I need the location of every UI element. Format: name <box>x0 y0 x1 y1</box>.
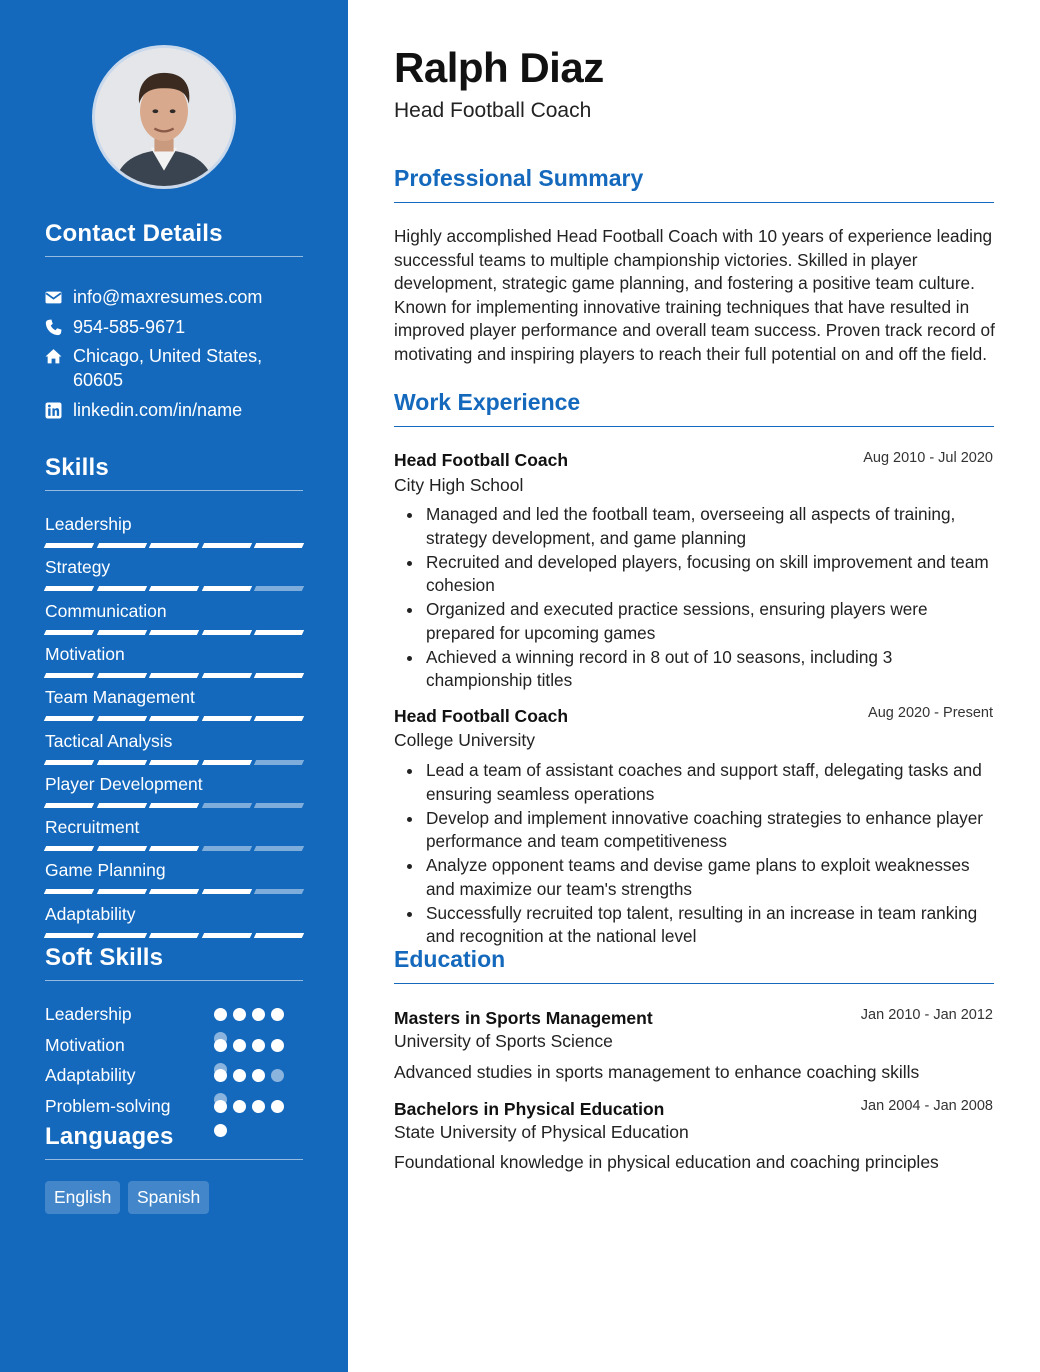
skill-level-segment <box>254 846 304 851</box>
education-dates: Jan 2010 - Jan 2012 <box>860 1007 993 1023</box>
soft-skill-rating <box>214 1069 284 1082</box>
skill-level-segment <box>96 846 146 851</box>
skill-level-segment <box>149 803 199 808</box>
skill-name: Player Development <box>45 773 203 794</box>
skill-level-bar <box>45 846 303 852</box>
skill-level-segment <box>202 933 252 938</box>
skill-name: Game Planning <box>45 860 166 881</box>
soft-skill-name: Motivation <box>45 1034 125 1055</box>
skill-level-segment <box>44 760 94 765</box>
skill-level-segment <box>96 586 146 591</box>
skill-level-bar <box>45 933 303 939</box>
language-chip: Spanish <box>128 1181 209 1214</box>
job-bullet: Recruited and developed players, focusing on skill improvement and team cohesion <box>394 551 994 598</box>
skill-level-segment <box>254 543 304 548</box>
skill-level-segment <box>149 586 199 591</box>
skill-level-segment <box>202 760 252 765</box>
rating-dot <box>233 1069 246 1082</box>
job-title: Head Football Coach <box>394 450 569 470</box>
skill-level-bar <box>45 716 303 722</box>
candidate-name: Ralph Diaz <box>394 44 604 91</box>
rating-dot <box>233 1008 246 1021</box>
rating-dot <box>271 1039 284 1052</box>
skill-level-segment <box>202 673 252 678</box>
skill-level-segment <box>96 716 146 721</box>
skill-name: Tactical Analysis <box>45 730 173 751</box>
skill-level-bar <box>45 803 303 809</box>
skill-name: Recruitment <box>45 817 140 838</box>
soft-skill-name: Leadership <box>45 1004 132 1024</box>
skill-level-segment <box>254 760 304 765</box>
skill-level-segment <box>202 803 252 808</box>
skill-name: Team Management <box>45 687 195 708</box>
skill-level-segment <box>202 586 252 591</box>
job-title: Head Football Coach <box>394 706 569 726</box>
rating-dot <box>271 1008 284 1021</box>
rating-dot <box>252 1100 265 1113</box>
skill-level-segment <box>44 673 94 678</box>
contact-location <box>45 344 303 392</box>
job-bullet: Analyze opponent teams and devise game plans to exploit weaknesses and maximize our team's strengths <box>394 854 994 901</box>
skill-level-bar <box>45 586 303 592</box>
skill-level-segment <box>44 716 94 721</box>
summary-section-title: Professional Summary <box>394 165 994 203</box>
rating-dot <box>214 1100 227 1113</box>
skill-name: Motivation <box>45 643 125 664</box>
contact-linkedin[interactable] <box>45 398 303 422</box>
skill-level-segment <box>44 933 94 938</box>
skill-level-bar <box>45 673 303 679</box>
education-description: Advanced studies in sports management to enhance coaching skills <box>394 1062 920 1082</box>
job-bullet: Develop and implement innovative coaching strategies to enhance player performance and team competitiveness <box>394 807 994 854</box>
skill-level-segment <box>149 673 199 678</box>
profile-photo <box>95 48 233 186</box>
skill-level-segment <box>149 846 199 851</box>
rating-dot <box>271 1100 284 1113</box>
summary-text: Highly accomplished Head Football Coach with 10 years of experience leading successful teams to multiple championship victories. Skilled in player development, strategic game planning, and fostering a positive team culture. Known for implementing innovative training techniques that have resulted in improved player performance and overall team success. Proven track record of motivating and inspiring players to reach their full potential on and off the field. <box>394 226 995 364</box>
experience-section-title: Work Experience <box>394 389 994 427</box>
sidebar <box>0 0 348 1372</box>
rating-dot <box>252 1069 265 1082</box>
job-organization: College University <box>394 730 536 750</box>
job-bullet: Achieved a winning record in 8 out of 10 seasons, including 3 championship titles <box>394 646 994 693</box>
contact-email[interactable] <box>45 285 303 309</box>
rating-dot <box>252 1039 265 1052</box>
skill-level-segment <box>254 803 304 808</box>
soft-skill-rating <box>214 1039 284 1052</box>
soft-skill-name: Adaptability <box>45 1065 136 1085</box>
rating-dot <box>233 1100 246 1113</box>
skill-level-segment <box>254 716 304 721</box>
job-bullets <box>394 759 994 949</box>
skill-level-segment <box>202 630 252 635</box>
skill-level-segment <box>254 673 304 678</box>
skill-level-segment <box>44 543 94 548</box>
rating-dot <box>271 1069 284 1082</box>
skill-level-segment <box>149 630 199 635</box>
education-dates: Jan 2004 - Jan 2008 <box>860 1098 993 1114</box>
avatar <box>92 45 236 189</box>
skill-level-segment <box>254 586 304 591</box>
job-bullet: Successfully recruited top talent, resulting in an increase in team ranking and recognition at the national level <box>394 902 994 949</box>
contact-linkedin-text: linkedin.com/in/name <box>73 400 243 420</box>
skills-section-title: Skills <box>45 454 303 491</box>
skill-level-segment <box>44 630 94 635</box>
skill-level-segment <box>149 543 199 548</box>
soft-skill-rating <box>214 1008 284 1021</box>
skill-level-segment <box>96 760 146 765</box>
soft-skill-rating <box>214 1100 284 1113</box>
job-dates: Aug 2020 - Present <box>868 705 993 721</box>
skill-name: Adaptability <box>45 903 136 924</box>
soft-skills-section-title: Soft Skills <box>45 944 303 981</box>
candidate-role: Head Football Coach <box>394 99 592 122</box>
rating-dot <box>214 1008 227 1021</box>
envelope-icon <box>45 285 73 309</box>
skill-level-segment <box>44 889 94 894</box>
language-chip: English <box>45 1181 120 1214</box>
skill-level-bar <box>45 543 303 549</box>
skill-name: Strategy <box>45 557 111 578</box>
skill-level-segment <box>149 933 199 938</box>
skill-name: Leadership <box>45 514 132 534</box>
job-bullet: Managed and led the football team, overseeing all aspects of training, strategy development, and game planning <box>394 503 994 550</box>
job-organization: City High School <box>394 475 524 495</box>
rating-dot <box>233 1039 246 1052</box>
skill-level-segment <box>254 630 304 635</box>
skill-level-segment <box>149 716 199 721</box>
skill-level-segment <box>96 630 146 635</box>
skill-level-segment <box>96 933 146 938</box>
skill-level-segment <box>96 543 146 548</box>
skill-level-segment <box>96 673 146 678</box>
education-school: State University of Physical Education <box>394 1122 689 1142</box>
skill-level-segment <box>202 543 252 548</box>
skill-level-segment <box>202 889 252 894</box>
skill-level-segment <box>254 889 304 894</box>
contact-phone[interactable] <box>45 315 303 339</box>
contact-email-text: info@maxresumes.com <box>73 287 263 307</box>
skill-level-segment <box>44 586 94 591</box>
job-bullet: Organized and executed practice sessions, ensuring players were prepared for upcoming games <box>394 598 994 645</box>
skill-name: Communication <box>45 600 167 621</box>
education-degree: Masters in Sports Management <box>394 1008 653 1028</box>
skill-level-segment <box>202 716 252 721</box>
job-bullet: Lead a team of assistant coaches and support staff, delegating tasks and ensuring seamless operations <box>394 759 994 806</box>
skill-level-segment <box>202 846 252 851</box>
skill-level-segment <box>44 846 94 851</box>
contact-section-title: Contact Details <box>45 220 303 257</box>
soft-skill-name: Problem-solving <box>45 1095 171 1116</box>
skill-level-bar <box>45 889 303 895</box>
education-description: Foundational knowledge in physical education and coaching principles <box>394 1152 939 1172</box>
education-school: University of Sports Science <box>394 1031 613 1051</box>
contact-location-text: Chicago, United States, 60605 <box>73 346 263 390</box>
rating-dot <box>214 1039 227 1052</box>
skill-level-segment <box>149 760 199 765</box>
skill-level-bar <box>45 630 303 636</box>
skill-level-segment <box>44 803 94 808</box>
rating-dot <box>214 1069 227 1082</box>
job-bullets <box>394 503 994 693</box>
education-degree: Bachelors in Physical Education <box>394 1099 665 1119</box>
contact-phone-text: 954-585-9671 <box>73 317 186 337</box>
skill-level-bar <box>45 760 303 766</box>
home-icon <box>45 344 73 368</box>
skill-level-segment <box>96 803 146 808</box>
skill-level-segment <box>96 889 146 894</box>
languages-section-title: Languages <box>45 1123 303 1160</box>
phone-icon <box>45 315 73 339</box>
job-dates: Aug 2010 - Jul 2020 <box>863 450 993 466</box>
skill-level-segment <box>149 889 199 894</box>
education-section-title: Education <box>394 946 994 984</box>
rating-dot <box>252 1008 265 1021</box>
linkedin-icon <box>45 398 73 422</box>
skill-level-segment <box>254 933 304 938</box>
